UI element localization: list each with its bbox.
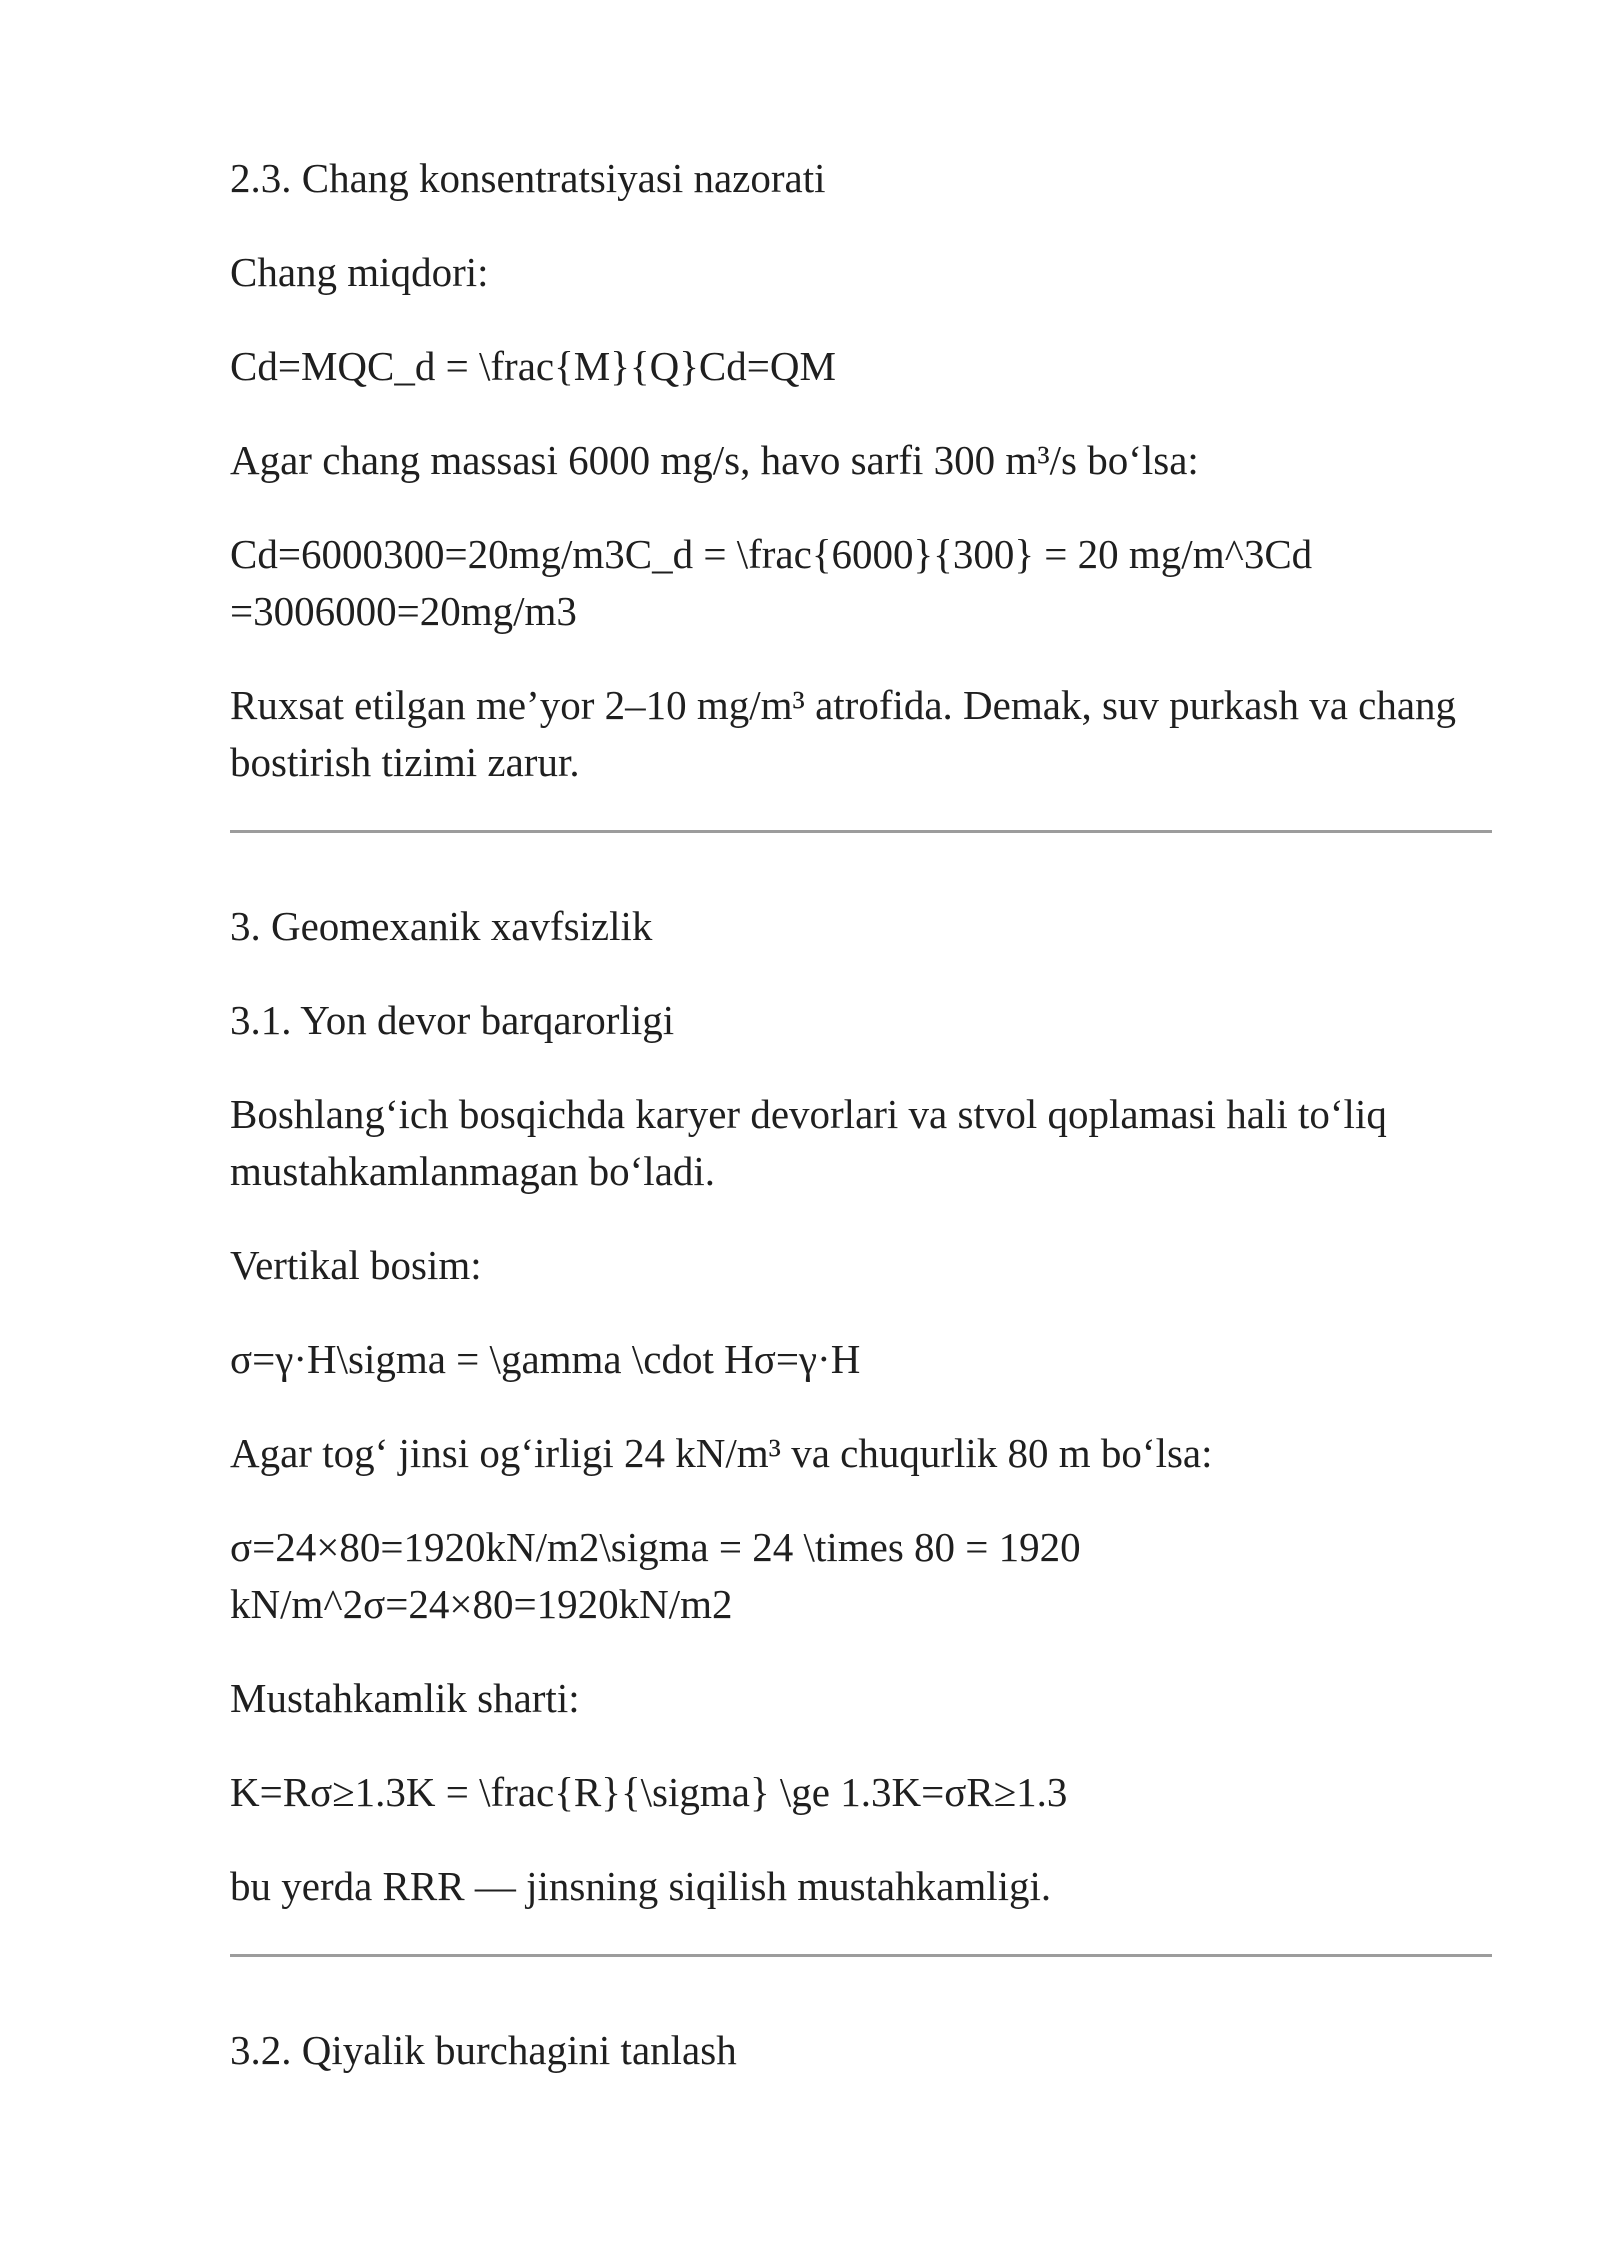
vertical-pressure-formula: σ=γ·H\sigma = \gamma \cdot Hσ=γ·H bbox=[230, 1336, 861, 1382]
dust-concentration-formula: Cd=MQC_d = \frac{M}{Q}Cd=QM bbox=[230, 343, 836, 389]
strength-condition-formula: K=Rσ≥1.3K = \frac{R}{\sigma} \ge 1.3K=σR≥1.3 bbox=[230, 1769, 1068, 1815]
section-3-1-heading: 3.1. Yon devor barqarorligi bbox=[230, 997, 675, 1043]
dust-condition-text: Agar chang massasi 6000 mg/s, havo sarfi 300 m³/s bo‘lsa: bbox=[230, 437, 1199, 483]
section-3-heading: 3. Geomexanik xavfsizlik bbox=[230, 903, 653, 949]
dust-calculation-formula: Cd=6000300=20mg/m3C_d = \frac{6000}{300} = 20 mg/m^3Cd =3006000=20mg/m3 bbox=[230, 531, 1313, 634]
dust-amount-label: Chang miqdori: bbox=[230, 249, 489, 295]
strength-note-text: bu yerda RRR — jinsning siqilish mustahkamligi. bbox=[230, 1863, 1052, 1909]
rock-condition-text: Agar tog‘ jinsi og‘irligi 24 kN/m³ va chuqurlik 80 m bo‘lsa: bbox=[230, 1430, 1213, 1476]
vertical-pressure-label: Vertikal bosim: bbox=[230, 1242, 482, 1288]
pressure-calculation-formula: σ=24×80=1920kN/m2\sigma = 24 \times 80 = 1920 kN/m^2σ=24×80=1920kN/m2 bbox=[230, 1524, 1081, 1627]
section-3-2-heading: 3.2. Qiyalik burchagini tanlash bbox=[230, 2027, 737, 2073]
section-divider bbox=[230, 1954, 1492, 1957]
document-page bbox=[230, 150, 1492, 2079]
section-divider bbox=[230, 830, 1492, 833]
strength-condition-label: Mustahkamlik sharti: bbox=[230, 1675, 580, 1721]
wall-stability-text: Boshlang‘ich bosqichda karyer devorlari va stvol qoplamasi hali to‘liq mustahkamlanmagan bo‘ladi. bbox=[230, 1091, 1387, 1194]
section-2-3-heading: 2.3. Chang konsentratsiyasi nazorati bbox=[230, 155, 826, 201]
dust-conclusion-text: Ruxsat etilgan me’yor 2–10 mg/m³ atrofida. Demak, suv purkash va chang bostirish tizimi zarur. bbox=[230, 682, 1457, 785]
